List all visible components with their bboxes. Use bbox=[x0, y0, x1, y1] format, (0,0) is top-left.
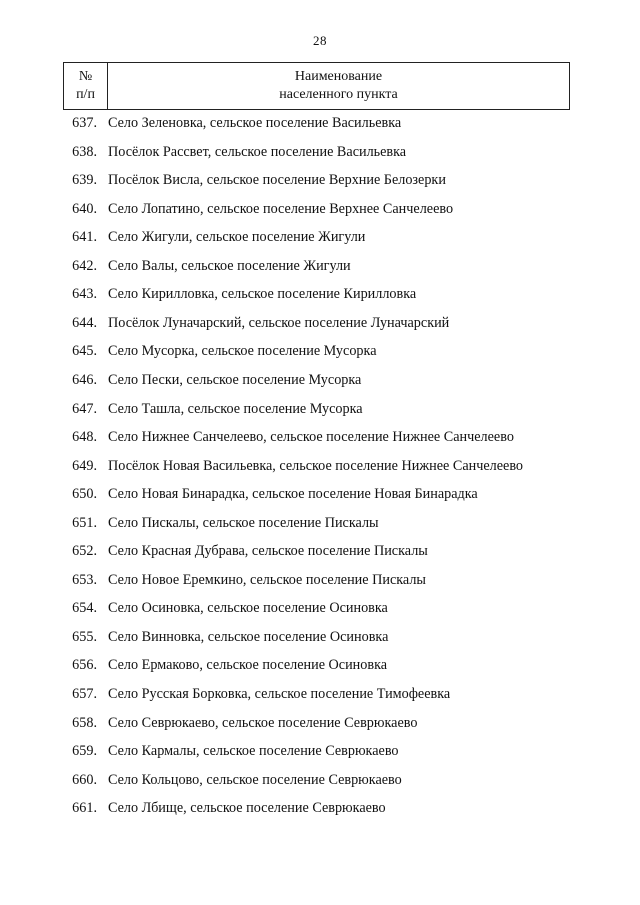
settlement-name: Посёлок Луначарский, сельское поселение Луначарский bbox=[108, 314, 450, 331]
list-item bbox=[0, 142, 640, 162]
settlement-name: Село Лопатино, сельское поселение Верхнее Санчелеево bbox=[108, 200, 454, 217]
item-number: 647. bbox=[72, 400, 97, 417]
header-number-abbrev: п/п bbox=[76, 87, 95, 102]
item-number: 653. bbox=[72, 571, 97, 588]
list-item bbox=[0, 541, 640, 561]
item-number: 659. bbox=[72, 743, 97, 760]
settlement-name: Село Кольцово, сельское поселение Севрюкаево bbox=[108, 771, 402, 788]
item-number: 644. bbox=[72, 314, 97, 331]
item-number: 658. bbox=[72, 714, 97, 731]
item-number: 637. bbox=[72, 115, 97, 131]
settlement-name: Село Винновка, сельское поселение Осиновка bbox=[108, 628, 389, 645]
list-item bbox=[0, 313, 640, 333]
item-number: 639. bbox=[72, 172, 97, 189]
list-item bbox=[0, 456, 640, 476]
settlement-name: Село Красная Дубрава, сельское поселение Пискалы bbox=[108, 543, 428, 560]
list-item bbox=[0, 256, 640, 276]
header-number-symbol: № bbox=[78, 69, 93, 84]
settlement-name: Село Осиновка, сельское поселение Осиновка bbox=[108, 600, 388, 617]
list-item bbox=[0, 627, 640, 647]
list-item bbox=[0, 570, 640, 590]
settlement-name: Село Пески, сельское поселение Мусорка bbox=[108, 371, 362, 388]
header-name-line2: населенного пункта bbox=[279, 87, 398, 102]
settlement-name: Село Валы, сельское поселение Жигули bbox=[108, 257, 351, 274]
settlement-name: Посёлок Новая Васильевка, сельское поселение Нижнее Санчелеево bbox=[108, 457, 524, 474]
settlement-name: Село Новое Еремкино, сельское поселение Пискалы bbox=[108, 571, 426, 588]
settlement-name: Село Русская Борковка, сельское поселение Тимофеевка bbox=[108, 686, 451, 702]
list-item bbox=[0, 227, 640, 247]
settlement-name: Посёлок Рассвет, сельское поселение Васильевка bbox=[108, 143, 407, 160]
settlement-name: Село Жигули, сельское поселение Жигули bbox=[108, 229, 366, 246]
settlement-name: Посёлок Висла, сельское поселение Верхние Белозерки bbox=[108, 172, 446, 189]
settlement-name: Село Мусорка, сельское поселение Мусорка bbox=[108, 343, 377, 360]
item-number: 656. bbox=[72, 657, 97, 674]
list-item bbox=[0, 741, 640, 761]
list-item bbox=[0, 598, 640, 618]
page-number: 28 bbox=[313, 33, 327, 48]
settlement-name: Село Севрюкаево, сельское поселение Севрюкаево bbox=[108, 714, 418, 731]
list-item bbox=[0, 484, 640, 504]
list-item bbox=[0, 170, 640, 190]
list-item bbox=[0, 770, 640, 790]
item-number: 638. bbox=[72, 143, 97, 160]
item-number: 646. bbox=[72, 371, 97, 388]
item-number: 652. bbox=[72, 543, 97, 560]
table-header bbox=[63, 62, 570, 110]
settlement-name: Село Нижнее Санчелеево, сельское поселение Нижнее Санчелеево bbox=[108, 429, 514, 446]
settlement-name: Село Кирилловка, сельское поселение Кирилловка bbox=[108, 286, 417, 303]
settlement-name: Село Пискалы, сельское поселение Пискалы bbox=[108, 514, 379, 531]
item-number: 660. bbox=[72, 771, 97, 788]
list-item bbox=[0, 284, 640, 304]
settlement-name: Село Ермаково, сельское поселение Осиновка bbox=[108, 657, 388, 674]
item-number: 654. bbox=[72, 600, 97, 617]
settlement-name: Село Лбище, сельское поселение Севрюкаево bbox=[108, 800, 386, 817]
item-number: 657. bbox=[72, 686, 97, 702]
item-number: 649. bbox=[72, 457, 97, 474]
item-number: 640. bbox=[72, 200, 97, 217]
list-item bbox=[0, 113, 640, 133]
header-name-column bbox=[108, 63, 569, 109]
item-number: 643. bbox=[72, 286, 97, 303]
item-number: 645. bbox=[72, 343, 97, 360]
list-item bbox=[0, 341, 640, 361]
list-item bbox=[0, 655, 640, 675]
list-item bbox=[0, 513, 640, 533]
settlement-name: Село Кармалы, сельское поселение Севрюкаево bbox=[108, 743, 399, 760]
item-number: 651. bbox=[72, 514, 97, 531]
list-item bbox=[0, 199, 640, 219]
item-number: 642. bbox=[72, 257, 97, 274]
list-item bbox=[0, 798, 640, 818]
item-number: 661. bbox=[72, 800, 97, 817]
item-number: 650. bbox=[72, 486, 97, 503]
settlement-name: Село Ташла, сельское поселение Мусорка bbox=[108, 400, 363, 417]
item-number: 655. bbox=[72, 628, 97, 645]
header-number-column bbox=[64, 63, 108, 109]
list-item bbox=[0, 427, 640, 447]
list-item bbox=[0, 684, 640, 704]
list-item bbox=[0, 370, 640, 390]
settlement-name: Село Зеленовка, сельское поселение Васильевка bbox=[108, 115, 402, 131]
list-item bbox=[0, 713, 640, 733]
header-name-line1: Наименование bbox=[294, 69, 383, 84]
list-item bbox=[0, 399, 640, 419]
item-number: 641. bbox=[72, 229, 97, 246]
item-number: 648. bbox=[72, 429, 97, 446]
settlement-name: Село Новая Бинарадка, сельское поселение Новая Бинарадка bbox=[108, 486, 478, 503]
